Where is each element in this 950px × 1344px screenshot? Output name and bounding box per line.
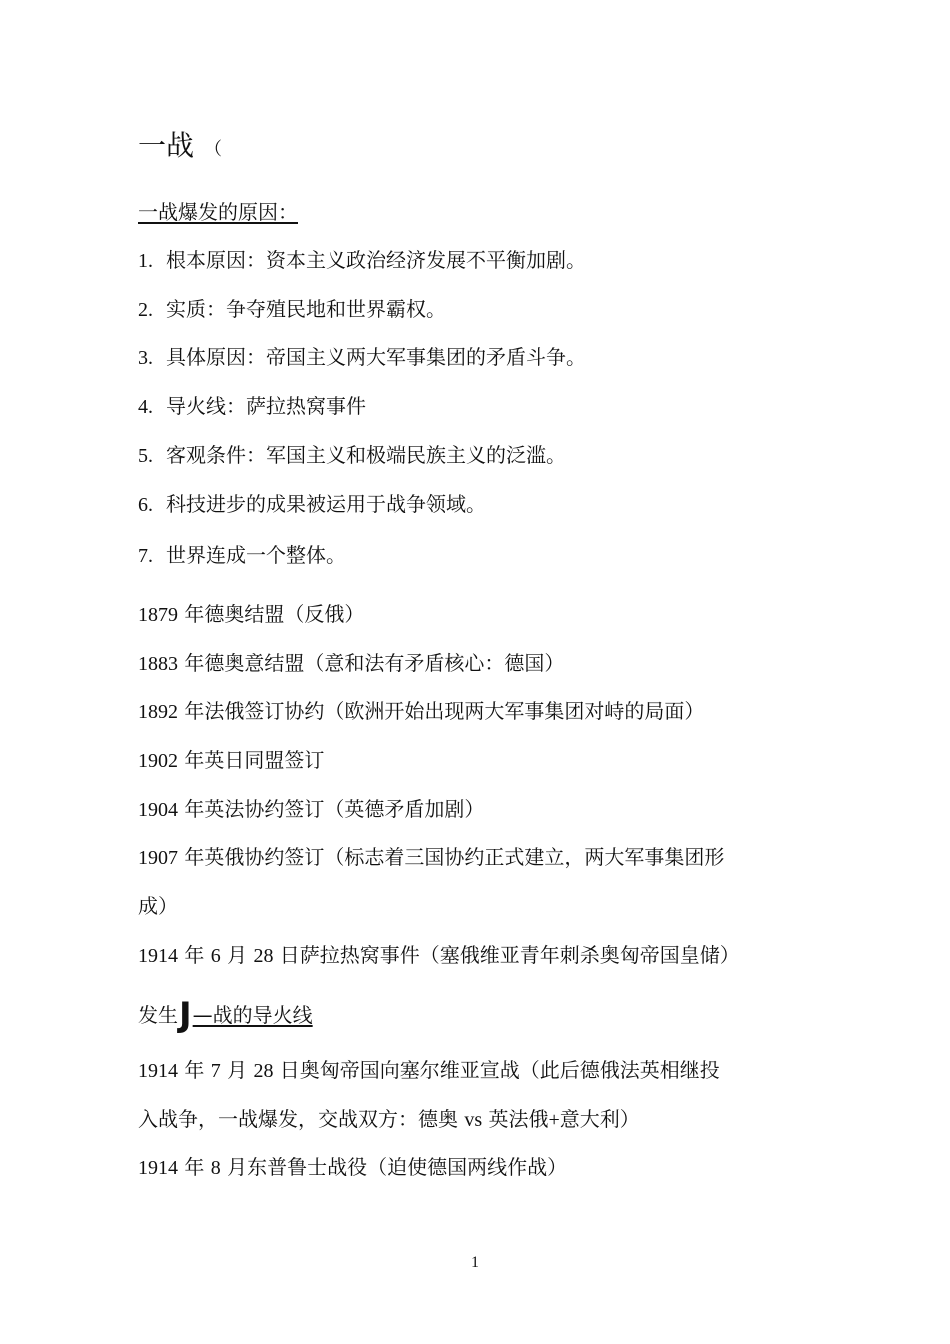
number-text: 1904 [138,799,178,821]
cause-item-3 [138,343,586,372]
timeline-line [138,843,724,872]
list-number: 5. [138,445,153,467]
title-main: 一战 [138,129,195,162]
line-text: 发生 [138,1003,178,1027]
list-number: 7. [138,545,153,567]
number-text: 6 [210,945,221,967]
line-text: 年英俄协约签订（标志着三国协约正式建立，两大军事集团形 [178,845,725,869]
timeline-line [138,649,564,678]
timeline-line [138,600,364,629]
page-title [138,126,222,170]
cause-item-7 [138,541,346,570]
number-text: 1892 [138,701,178,723]
line-text: 英法俄 [482,1107,549,1131]
line-text: 月 [220,943,254,967]
cause-text: 客观条件：军国主义和极端民族主义的泛滥。 [166,443,566,467]
list-number: 1. [138,250,153,272]
cause-text: 根本原因：资本主义政治经济发展不平衡加剧。 [166,248,586,272]
line-text: 年英法协约签订（英德矛盾加剧） [178,797,485,821]
number-text: 8 [210,1157,221,1179]
number-text: 1907 [138,847,178,869]
number-text: + [548,1109,560,1131]
list-number: 4. [138,396,153,418]
cause-item-1 [138,246,586,275]
cause-text: 导火线：萨拉热窝事件 [166,394,366,418]
line-text: 成） [138,894,178,918]
page-number: 1 [471,1254,479,1271]
cause-text: 具体原因：帝国主义两大军事集团的矛盾斗争。 [166,345,586,369]
number-text: 7 [210,1060,221,1082]
timeline-line [138,746,324,775]
number-text: vs [464,1109,483,1131]
line-text: 年英日同盟签订 [178,748,325,772]
timeline-line [138,795,484,824]
cause-item-2 [138,295,446,324]
line-text: 年 [178,1155,211,1179]
cause-text: 世界连成一个整体。 [166,543,346,567]
cause-item-4 [138,392,366,421]
line-text: 年 [178,943,211,967]
number-text: 28 [253,1060,274,1082]
timeline-line [138,1153,567,1182]
line-text: 月 [220,1058,254,1082]
line-text: 月东普鲁士战役（迫使德国两线作战） [220,1155,568,1179]
number-text: 1914 [138,1157,178,1179]
list-number: 6. [138,494,153,516]
timeline-line [138,1105,640,1134]
causes-heading: 一战爆发的原因： [138,200,298,224]
timeline-line [138,697,704,726]
line-text: 意大利） [559,1107,640,1131]
timeline-line [138,941,740,970]
line-text: 日萨拉热窝事件（塞俄维亚青年刺杀奥匈帝国皇储） [273,943,740,967]
timeline-line [138,892,178,920]
cause-text: 实质：争夺殖民地和世界霸权。 [166,297,446,321]
number-text: 28 [253,945,274,967]
timeline-line [138,1056,720,1085]
line-text: 日奥匈帝国向塞尔维亚宣战（此后德俄法英相继投 [273,1058,720,1082]
number-text: 1879 [138,604,178,626]
line-text: 年 [178,1058,211,1082]
cause-item-6 [138,490,486,519]
number-text: 1883 [138,653,178,675]
number-text: 1914 [138,1060,178,1082]
title-paren: （ [204,139,223,160]
underlined-text: —战的导火线 [192,1003,313,1027]
line-text: 年法俄签订协约（欧洲开始出现两大军事集团对峙的局面） [178,699,705,723]
list-number: 3. [138,347,153,369]
cause-text: 科技进步的成果被运用于战争领域。 [166,492,486,516]
line-text: 年德奥结盟（反俄） [178,602,365,626]
line-text: 入战争，一战爆发，交战双方：德奥 [138,1107,465,1131]
cause-item-5 [138,441,566,470]
number-text: 1914 [138,945,178,967]
number-text: 1902 [138,750,178,772]
list-number: 2. [138,299,153,321]
line-text: 年德奥意结盟（意和法有矛盾核心：德国） [178,651,565,675]
timeline-line [138,995,313,1035]
bracket-glyph: J [179,995,192,1035]
